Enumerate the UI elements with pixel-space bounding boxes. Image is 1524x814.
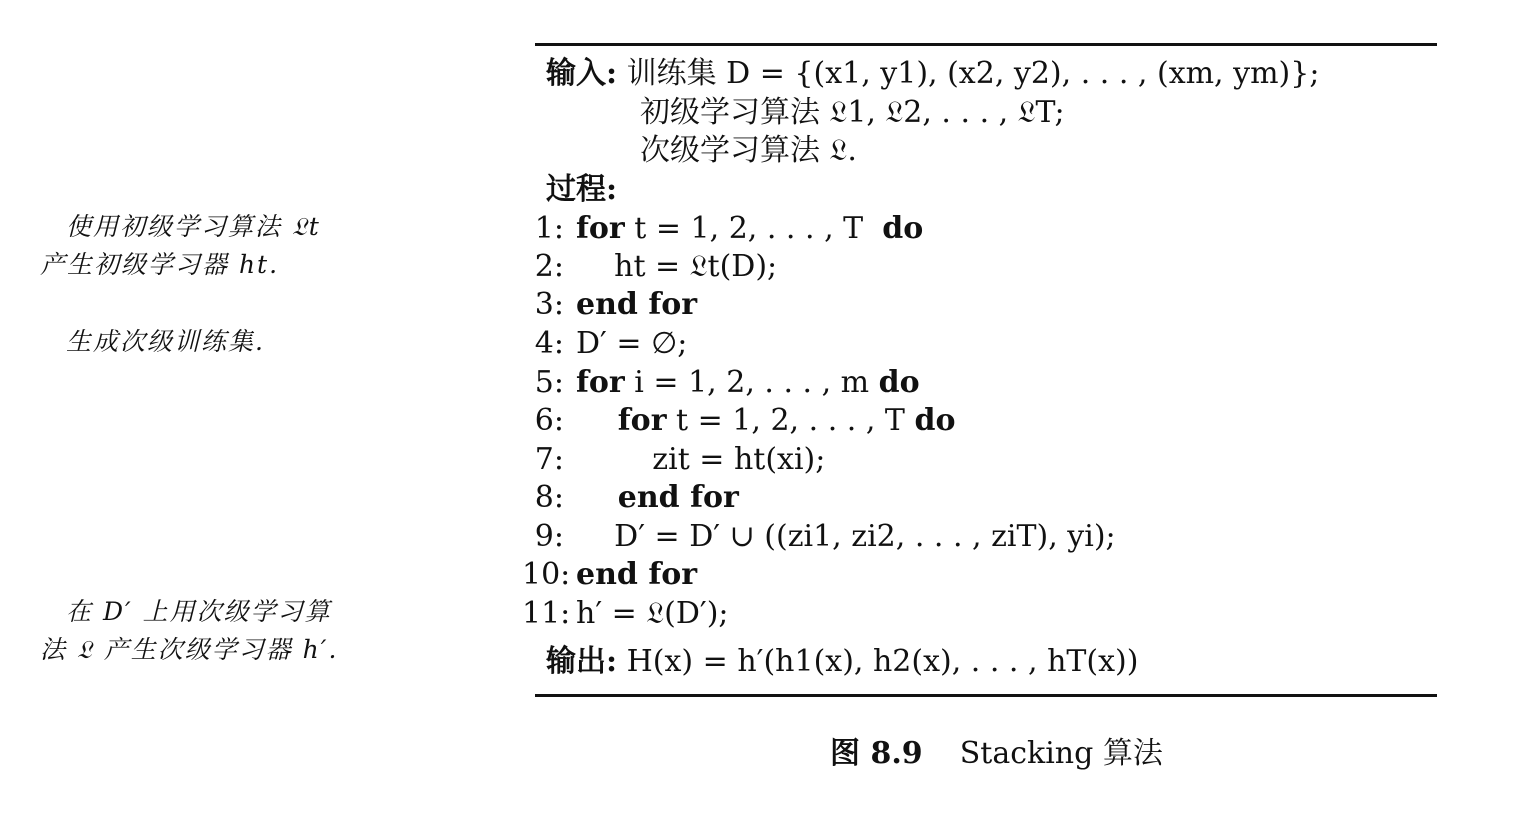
step-text: t = 1, 2, . . . , T xyxy=(666,403,915,438)
process-label xyxy=(546,171,617,209)
figure-title: Stacking 算法 xyxy=(959,736,1163,771)
step-keyword: end for xyxy=(576,480,739,515)
step-text: i = 1, 2, . . . , m xyxy=(624,365,879,400)
output-label: 输出: xyxy=(546,644,618,679)
side-note-1-line-2: 产生初级学习器 ht. xyxy=(40,250,280,279)
figure-caption xyxy=(830,728,1163,772)
output-line xyxy=(546,643,1138,681)
step-number: 1: xyxy=(534,211,564,246)
step-10 xyxy=(522,556,697,594)
step-text: zit = ht(xi); xyxy=(576,442,826,477)
step-text: h′ = 𝔏(D′); xyxy=(576,596,729,631)
step-5 xyxy=(522,364,920,402)
side-note-3-line-1: 在 D′ 上用次级学习算 xyxy=(66,597,332,626)
step-7 xyxy=(522,441,825,479)
side-note-2 xyxy=(66,323,265,361)
step-text: ht = 𝔏t(D); xyxy=(576,249,778,284)
input-primary-algorithms: 初级学习算法 𝔏1, 𝔏2, . . . , 𝔏T; xyxy=(640,95,1065,130)
step-number: 11: xyxy=(522,596,571,631)
side-note-3 xyxy=(40,593,338,669)
input-secondary-algorithm: 次级学习算法 𝔏. xyxy=(640,133,857,168)
step-number: 2: xyxy=(534,249,564,284)
side-note-3-line-2: 法 𝔏 产生次级学习器 h′. xyxy=(40,635,339,664)
step-8 xyxy=(522,479,739,517)
input-training-set: 训练集 D = {(x1, y1), (x2, y2), . . . , (xm, ym)}; xyxy=(626,56,1320,91)
step-number: 7: xyxy=(534,442,564,477)
step-keyword: end for xyxy=(576,557,698,592)
step-number: 10: xyxy=(522,557,571,592)
input-line-2 xyxy=(640,94,1065,132)
step-keyword: for xyxy=(576,403,667,438)
step-number: 5: xyxy=(534,365,564,400)
step-text: t = 1, 2, . . . , T xyxy=(624,211,883,246)
side-note-1 xyxy=(40,208,321,284)
step-keyword-do: do xyxy=(914,403,956,438)
step-11 xyxy=(522,595,729,633)
output-formula: H(x) = h′(h1(x), h2(x), . . . , hT(x)) xyxy=(626,644,1139,679)
step-number: 3: xyxy=(534,287,564,322)
step-9 xyxy=(522,518,1116,556)
step-number: 4: xyxy=(534,326,564,361)
step-text: D′ = D′ ∪ ((zi1, zi2, . . . , ziT), yi); xyxy=(576,519,1116,554)
step-number: 9: xyxy=(534,519,564,554)
input-line-3 xyxy=(640,132,857,170)
side-note-2-line: 生成次级训练集. xyxy=(66,327,265,356)
step-keyword: for xyxy=(576,365,625,400)
step-number: 8: xyxy=(534,480,564,515)
step-4 xyxy=(522,325,687,363)
step-keyword: end for xyxy=(576,287,698,322)
top-rule xyxy=(535,43,1437,46)
step-2 xyxy=(522,248,777,286)
step-3 xyxy=(522,286,697,324)
step-keyword-do: do xyxy=(882,211,924,246)
step-keyword-do: do xyxy=(878,365,920,400)
step-1 xyxy=(522,210,923,248)
side-note-1-line-1: 使用初级学习算法 𝔏t xyxy=(66,212,321,241)
bottom-rule xyxy=(535,694,1437,697)
step-number: 6: xyxy=(534,403,564,438)
input-label: 输入: xyxy=(546,56,618,91)
input-line-1 xyxy=(546,55,1319,93)
step-6 xyxy=(522,402,955,440)
figure-label: 图 8.9 xyxy=(830,736,923,771)
step-text: D′ = ∅; xyxy=(576,326,688,361)
process-label-text: 过程: xyxy=(546,172,618,207)
step-keyword: for xyxy=(576,211,625,246)
